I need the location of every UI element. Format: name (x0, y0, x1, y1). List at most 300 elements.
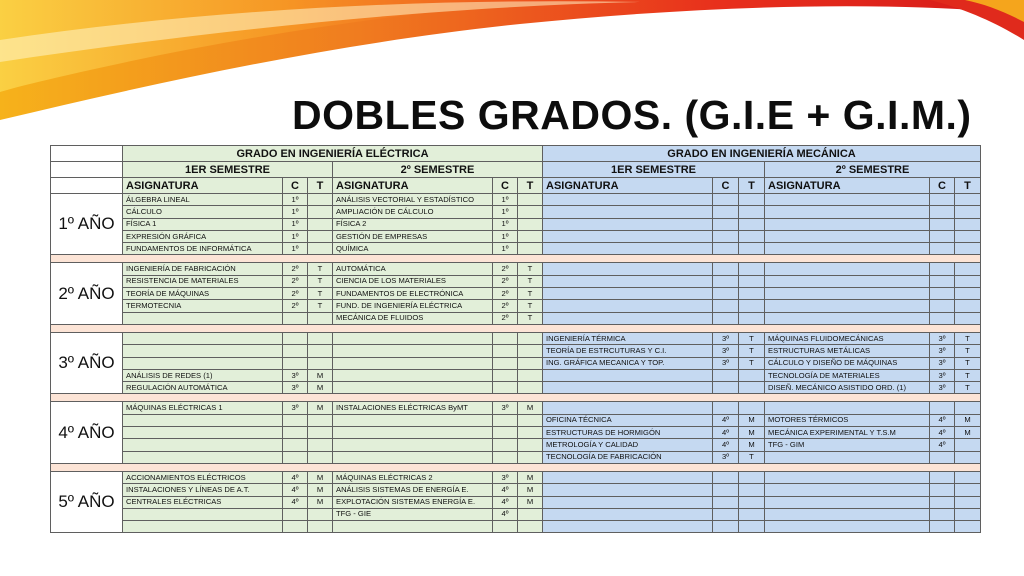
subject-cell (765, 496, 930, 508)
type-cell (518, 521, 543, 533)
subject-cell (765, 484, 930, 496)
subject-cell: QUÍMICA (333, 243, 493, 255)
subject-cell (765, 508, 930, 520)
subject-cell (543, 382, 713, 394)
type-cell (955, 471, 981, 483)
course-cell (493, 382, 518, 394)
course-cell: 1º (493, 194, 518, 206)
course-cell: 1º (283, 218, 308, 230)
course-cell (493, 521, 518, 533)
type-cell (739, 263, 765, 275)
type-cell: M (739, 414, 765, 426)
subject-cell: ANÁLISIS VECTORIAL Y ESTADÍSTICO (333, 194, 493, 206)
subject-cell (765, 521, 930, 533)
table-row (51, 288, 981, 300)
type-cell: M (955, 427, 981, 439)
course-cell: 2º (283, 263, 308, 275)
subject-cell: CÁLCULO Y DISEÑO DE MÁQUINAS (765, 357, 930, 369)
corner-cell (51, 178, 123, 194)
type-cell (955, 243, 981, 255)
course-cell: 3º (283, 369, 308, 381)
course-cell (283, 312, 308, 324)
subject-cell: ING. GRÁFICA MECANICA Y TOP. (543, 357, 713, 369)
course-cell (713, 300, 739, 312)
subject-cell (123, 451, 283, 463)
type-cell: T (955, 332, 981, 344)
course-cell (493, 357, 518, 369)
type-cell (308, 508, 333, 520)
course-cell (493, 439, 518, 451)
course-cell: 3º (930, 357, 955, 369)
subject-cell (333, 414, 493, 426)
course-cell (930, 243, 955, 255)
course-cell: 2º (283, 300, 308, 312)
type-cell (308, 439, 333, 451)
course-cell: 1º (493, 230, 518, 242)
type-cell: M (739, 439, 765, 451)
col-header-t: T (739, 178, 765, 194)
type-cell (308, 243, 333, 255)
table-row (51, 243, 981, 255)
course-cell (930, 521, 955, 533)
year-separator (51, 463, 981, 471)
subject-cell: INSTALACIONES ELÉCTRICAS ByMT (333, 402, 493, 414)
type-cell: M (518, 402, 543, 414)
table-row (51, 369, 981, 381)
type-cell (518, 439, 543, 451)
type-cell (955, 402, 981, 414)
type-cell: T (955, 345, 981, 357)
course-cell: 3º (713, 345, 739, 357)
subject-cell (123, 508, 283, 520)
type-cell (308, 218, 333, 230)
type-cell: T (739, 332, 765, 344)
course-cell (930, 496, 955, 508)
course-cell (283, 332, 308, 344)
subject-cell (333, 345, 493, 357)
course-cell: 3º (930, 369, 955, 381)
page-title: DOBLES GRADOS. (G.I.E + G.I.M.) (292, 92, 972, 138)
type-cell: T (955, 369, 981, 381)
course-cell: 3º (713, 451, 739, 463)
subject-cell (123, 332, 283, 344)
subject-cell (123, 521, 283, 533)
subject-cell: TEORÍA DE MÁQUINAS (123, 288, 283, 300)
type-cell: T (518, 288, 543, 300)
subject-cell (765, 243, 930, 255)
course-cell (713, 275, 739, 287)
type-cell (518, 382, 543, 394)
type-cell (955, 288, 981, 300)
subject-cell (123, 345, 283, 357)
table-row (51, 357, 981, 369)
course-cell (930, 218, 955, 230)
subject-cell: DISEÑ. MECÁNICO ASISTIDO ORD. (1) (765, 382, 930, 394)
col-header-c: C (930, 178, 955, 194)
subject-cell: AUTOMÁTICA (333, 263, 493, 275)
year-label: 3º AÑO (51, 332, 123, 393)
type-cell (739, 484, 765, 496)
type-cell: T (308, 300, 333, 312)
col-header-c: C (283, 178, 308, 194)
year-label: 1º AÑO (51, 194, 123, 255)
subject-cell (333, 451, 493, 463)
type-cell: T (739, 357, 765, 369)
type-cell (518, 206, 543, 218)
course-cell: 2º (283, 288, 308, 300)
course-cell (493, 369, 518, 381)
subject-cell (333, 332, 493, 344)
type-cell: M (308, 382, 333, 394)
subject-cell (765, 471, 930, 483)
type-cell: T (518, 263, 543, 275)
subject-cell: MÁQUINAS FLUIDOMECÁNICAS (765, 332, 930, 344)
course-cell (493, 451, 518, 463)
course-cell (930, 471, 955, 483)
course-cell (493, 414, 518, 426)
course-cell (493, 345, 518, 357)
course-cell: 3º (930, 332, 955, 344)
type-cell (518, 332, 543, 344)
course-cell: 4º (930, 414, 955, 426)
course-cell: 1º (493, 243, 518, 255)
type-cell: T (518, 275, 543, 287)
course-cell: 1º (283, 243, 308, 255)
table-row (51, 484, 981, 496)
course-cell (713, 230, 739, 242)
course-cell (713, 218, 739, 230)
subject-cell (543, 275, 713, 287)
subject-cell (543, 243, 713, 255)
course-cell (283, 427, 308, 439)
subject-cell (765, 288, 930, 300)
subject-cell: TERMOTECNIA (123, 300, 283, 312)
subject-cell: FÍSICA 1 (123, 218, 283, 230)
type-cell: M (518, 471, 543, 483)
semester-header-gim-2: 2º SEMESTRE (765, 162, 981, 178)
corner-cell (51, 162, 123, 178)
course-cell (713, 521, 739, 533)
type-cell (308, 414, 333, 426)
type-cell (739, 243, 765, 255)
subject-cell: REGULACIÓN AUTOMÁTICA (123, 382, 283, 394)
subject-cell: TFG - GIM (765, 439, 930, 451)
subject-cell (765, 194, 930, 206)
table-row (51, 275, 981, 287)
course-cell: 3º (283, 402, 308, 414)
table-row (51, 402, 981, 414)
type-cell (739, 471, 765, 483)
course-cell (283, 451, 308, 463)
type-cell (955, 521, 981, 533)
subject-cell (543, 230, 713, 242)
course-cell (713, 369, 739, 381)
subject-cell: ACCIONAMIENTOS ELÉCTRICOS (123, 471, 283, 483)
type-cell: T (518, 312, 543, 324)
course-cell (930, 508, 955, 520)
type-cell (739, 496, 765, 508)
course-cell: 2º (493, 312, 518, 324)
subject-cell: MECÁNICA EXPERIMENTAL Y T.S.M (765, 427, 930, 439)
course-cell (713, 496, 739, 508)
subject-cell (123, 357, 283, 369)
course-cell: 3º (283, 382, 308, 394)
col-header-c: C (713, 178, 739, 194)
subject-cell (543, 300, 713, 312)
type-cell: T (955, 357, 981, 369)
table-row (51, 508, 981, 520)
col-header-t: T (955, 178, 981, 194)
subject-cell (765, 263, 930, 275)
col-header-subject: ASIGNATURA (123, 178, 283, 194)
subject-cell (123, 312, 283, 324)
type-cell (739, 382, 765, 394)
course-cell: 4º (493, 496, 518, 508)
type-cell: M (955, 414, 981, 426)
type-cell: M (739, 427, 765, 439)
course-cell (713, 402, 739, 414)
type-cell (739, 402, 765, 414)
subject-cell: METROLOGÍA Y CALIDAD (543, 439, 713, 451)
subject-cell (123, 439, 283, 451)
type-cell: M (308, 471, 333, 483)
course-cell: 4º (493, 508, 518, 520)
subject-cell (765, 451, 930, 463)
course-cell: 2º (283, 275, 308, 287)
course-cell (930, 402, 955, 414)
course-cell (930, 263, 955, 275)
course-cell (930, 194, 955, 206)
subject-cell: INGENIERÍA TÉRMICA (543, 332, 713, 344)
subject-cell (543, 369, 713, 381)
course-cell: 4º (713, 427, 739, 439)
course-cell (283, 521, 308, 533)
course-cell (283, 508, 308, 520)
table-row (51, 496, 981, 508)
year-label: 5º AÑO (51, 471, 123, 532)
course-cell: 1º (283, 230, 308, 242)
subject-cell (333, 521, 493, 533)
subject-cell (765, 402, 930, 414)
degree-header-electrica: GRADO EN INGENIERÍA ELÉCTRICA (123, 146, 543, 162)
subject-cell (765, 206, 930, 218)
subject-cell (543, 471, 713, 483)
table-row (51, 263, 981, 275)
type-cell (955, 312, 981, 324)
type-cell (308, 230, 333, 242)
type-cell (955, 496, 981, 508)
subject-cell (543, 206, 713, 218)
course-cell: 4º (930, 427, 955, 439)
type-cell: M (308, 369, 333, 381)
year-label: 2º AÑO (51, 263, 123, 324)
type-cell (518, 508, 543, 520)
course-cell (713, 382, 739, 394)
table-row (51, 382, 981, 394)
subject-cell: EXPLOTACIÓN SISTEMAS ENERGÍA E. (333, 496, 493, 508)
course-cell: 4º (283, 496, 308, 508)
type-cell (955, 218, 981, 230)
subject-cell (765, 312, 930, 324)
table-row (51, 414, 981, 426)
subject-cell (765, 218, 930, 230)
separator-cell (51, 463, 981, 471)
subject-cell (765, 300, 930, 312)
subject-cell: AMPLIACIÓN DE CÁLCULO (333, 206, 493, 218)
col-header-c: C (493, 178, 518, 194)
subject-cell: MECÁNICA DE FLUIDOS (333, 312, 493, 324)
subject-cell: ÁLGEBRA LINEAL (123, 194, 283, 206)
semester-header-gim-1: 1ER SEMESTRE (543, 162, 765, 178)
subject-cell: FÍSICA 2 (333, 218, 493, 230)
course-cell: 3º (713, 357, 739, 369)
table-row (51, 439, 981, 451)
course-cell (713, 263, 739, 275)
type-cell (955, 300, 981, 312)
course-cell (930, 206, 955, 218)
type-cell (518, 194, 543, 206)
course-cell (713, 243, 739, 255)
table-row (51, 300, 981, 312)
col-header-t: T (518, 178, 543, 194)
type-cell: T (955, 382, 981, 394)
course-cell: 4º (283, 484, 308, 496)
subject-cell (765, 275, 930, 287)
course-cell (713, 508, 739, 520)
course-cell: 2º (493, 263, 518, 275)
course-cell (713, 471, 739, 483)
subject-cell (543, 508, 713, 520)
type-cell (739, 218, 765, 230)
course-cell (930, 451, 955, 463)
type-cell (308, 451, 333, 463)
type-cell (739, 275, 765, 287)
course-cell: 3º (713, 332, 739, 344)
col-header-subject: ASIGNATURA (333, 178, 493, 194)
type-cell: T (739, 345, 765, 357)
table-row (51, 332, 981, 344)
table-row (51, 194, 981, 206)
separator-cell (51, 324, 981, 332)
table-row (51, 230, 981, 242)
course-cell: 3º (930, 345, 955, 357)
course-cell: 3º (493, 402, 518, 414)
type-cell (955, 275, 981, 287)
table-row (51, 345, 981, 357)
type-cell (308, 357, 333, 369)
subject-cell: RESISTENCIA DE MATERIALES (123, 275, 283, 287)
course-cell: 3º (930, 382, 955, 394)
type-cell (518, 243, 543, 255)
course-cell (283, 345, 308, 357)
subject-cell: GESTIÓN DE EMPRESAS (333, 230, 493, 242)
course-cell (713, 288, 739, 300)
subject-cell (543, 484, 713, 496)
course-cell (493, 427, 518, 439)
degree-header-mecanica: GRADO EN INGENIERÍA MECÁNICA (543, 146, 981, 162)
type-cell (518, 345, 543, 357)
type-cell (518, 369, 543, 381)
type-cell (518, 357, 543, 369)
course-cell: 2º (493, 275, 518, 287)
course-cell (930, 230, 955, 242)
course-cell: 4º (713, 439, 739, 451)
course-cell: 4º (713, 414, 739, 426)
type-cell (955, 484, 981, 496)
course-cell (493, 332, 518, 344)
course-cell (930, 288, 955, 300)
subject-cell (765, 230, 930, 242)
type-cell: M (518, 496, 543, 508)
corner-cell (51, 146, 123, 162)
course-cell (283, 414, 308, 426)
curriculum-table (50, 145, 981, 533)
subject-cell: MOTORES TÉRMICOS (765, 414, 930, 426)
subject-cell (543, 521, 713, 533)
type-cell (739, 300, 765, 312)
table-row (51, 218, 981, 230)
semester-header-gie-1: 1ER SEMESTRE (123, 162, 333, 178)
subject-cell (543, 496, 713, 508)
type-cell (955, 194, 981, 206)
semester-header-gie-2: 2º SEMESTRE (333, 162, 543, 178)
subject-cell (333, 427, 493, 439)
subject-cell: FUNDAMENTOS DE INFORMÁTICA (123, 243, 283, 255)
type-cell (308, 206, 333, 218)
subject-cell: FUNDAMENTOS DE ELECTRÓNICA (333, 288, 493, 300)
col-header-subject: ASIGNATURA (543, 178, 713, 194)
type-cell: T (308, 275, 333, 287)
subject-cell (123, 427, 283, 439)
type-cell (739, 230, 765, 242)
course-cell (713, 484, 739, 496)
type-cell (955, 451, 981, 463)
subject-cell: TECNOLOGÍA DE FABRICACIÓN (543, 451, 713, 463)
subject-cell (543, 218, 713, 230)
subject-cell: INSTALACIONES Y LÍNEAS DE A.T. (123, 484, 283, 496)
type-cell (955, 508, 981, 520)
type-cell (739, 312, 765, 324)
subject-cell (543, 402, 713, 414)
subject-cell: INGENIERÍA DE FABRICACIÓN (123, 263, 283, 275)
type-cell (739, 206, 765, 218)
type-cell (518, 427, 543, 439)
year-label: 4º AÑO (51, 402, 123, 463)
course-cell (930, 275, 955, 287)
type-cell: T (308, 263, 333, 275)
course-cell: 4º (283, 471, 308, 483)
type-cell (518, 230, 543, 242)
table-row (51, 451, 981, 463)
type-cell (955, 439, 981, 451)
year-separator (51, 255, 981, 263)
type-cell (739, 508, 765, 520)
subject-cell: OFICINA TÉCNICA (543, 414, 713, 426)
course-cell: 2º (493, 300, 518, 312)
type-cell (518, 218, 543, 230)
type-cell (308, 312, 333, 324)
subject-cell (543, 288, 713, 300)
subject-cell: TEORÍA DE ESTRCUTURAS Y C.I. (543, 345, 713, 357)
type-cell: T (739, 451, 765, 463)
separator-cell (51, 394, 981, 402)
subject-cell: ESTRUCTURAS DE HORMIGÓN (543, 427, 713, 439)
year-separator (51, 324, 981, 332)
course-cell (713, 194, 739, 206)
subject-cell: ANÁLISIS SISTEMAS DE ENERGÍA E. (333, 484, 493, 496)
type-cell (308, 521, 333, 533)
subject-cell: MÁQUINAS ELÉCTRICAS 1 (123, 402, 283, 414)
